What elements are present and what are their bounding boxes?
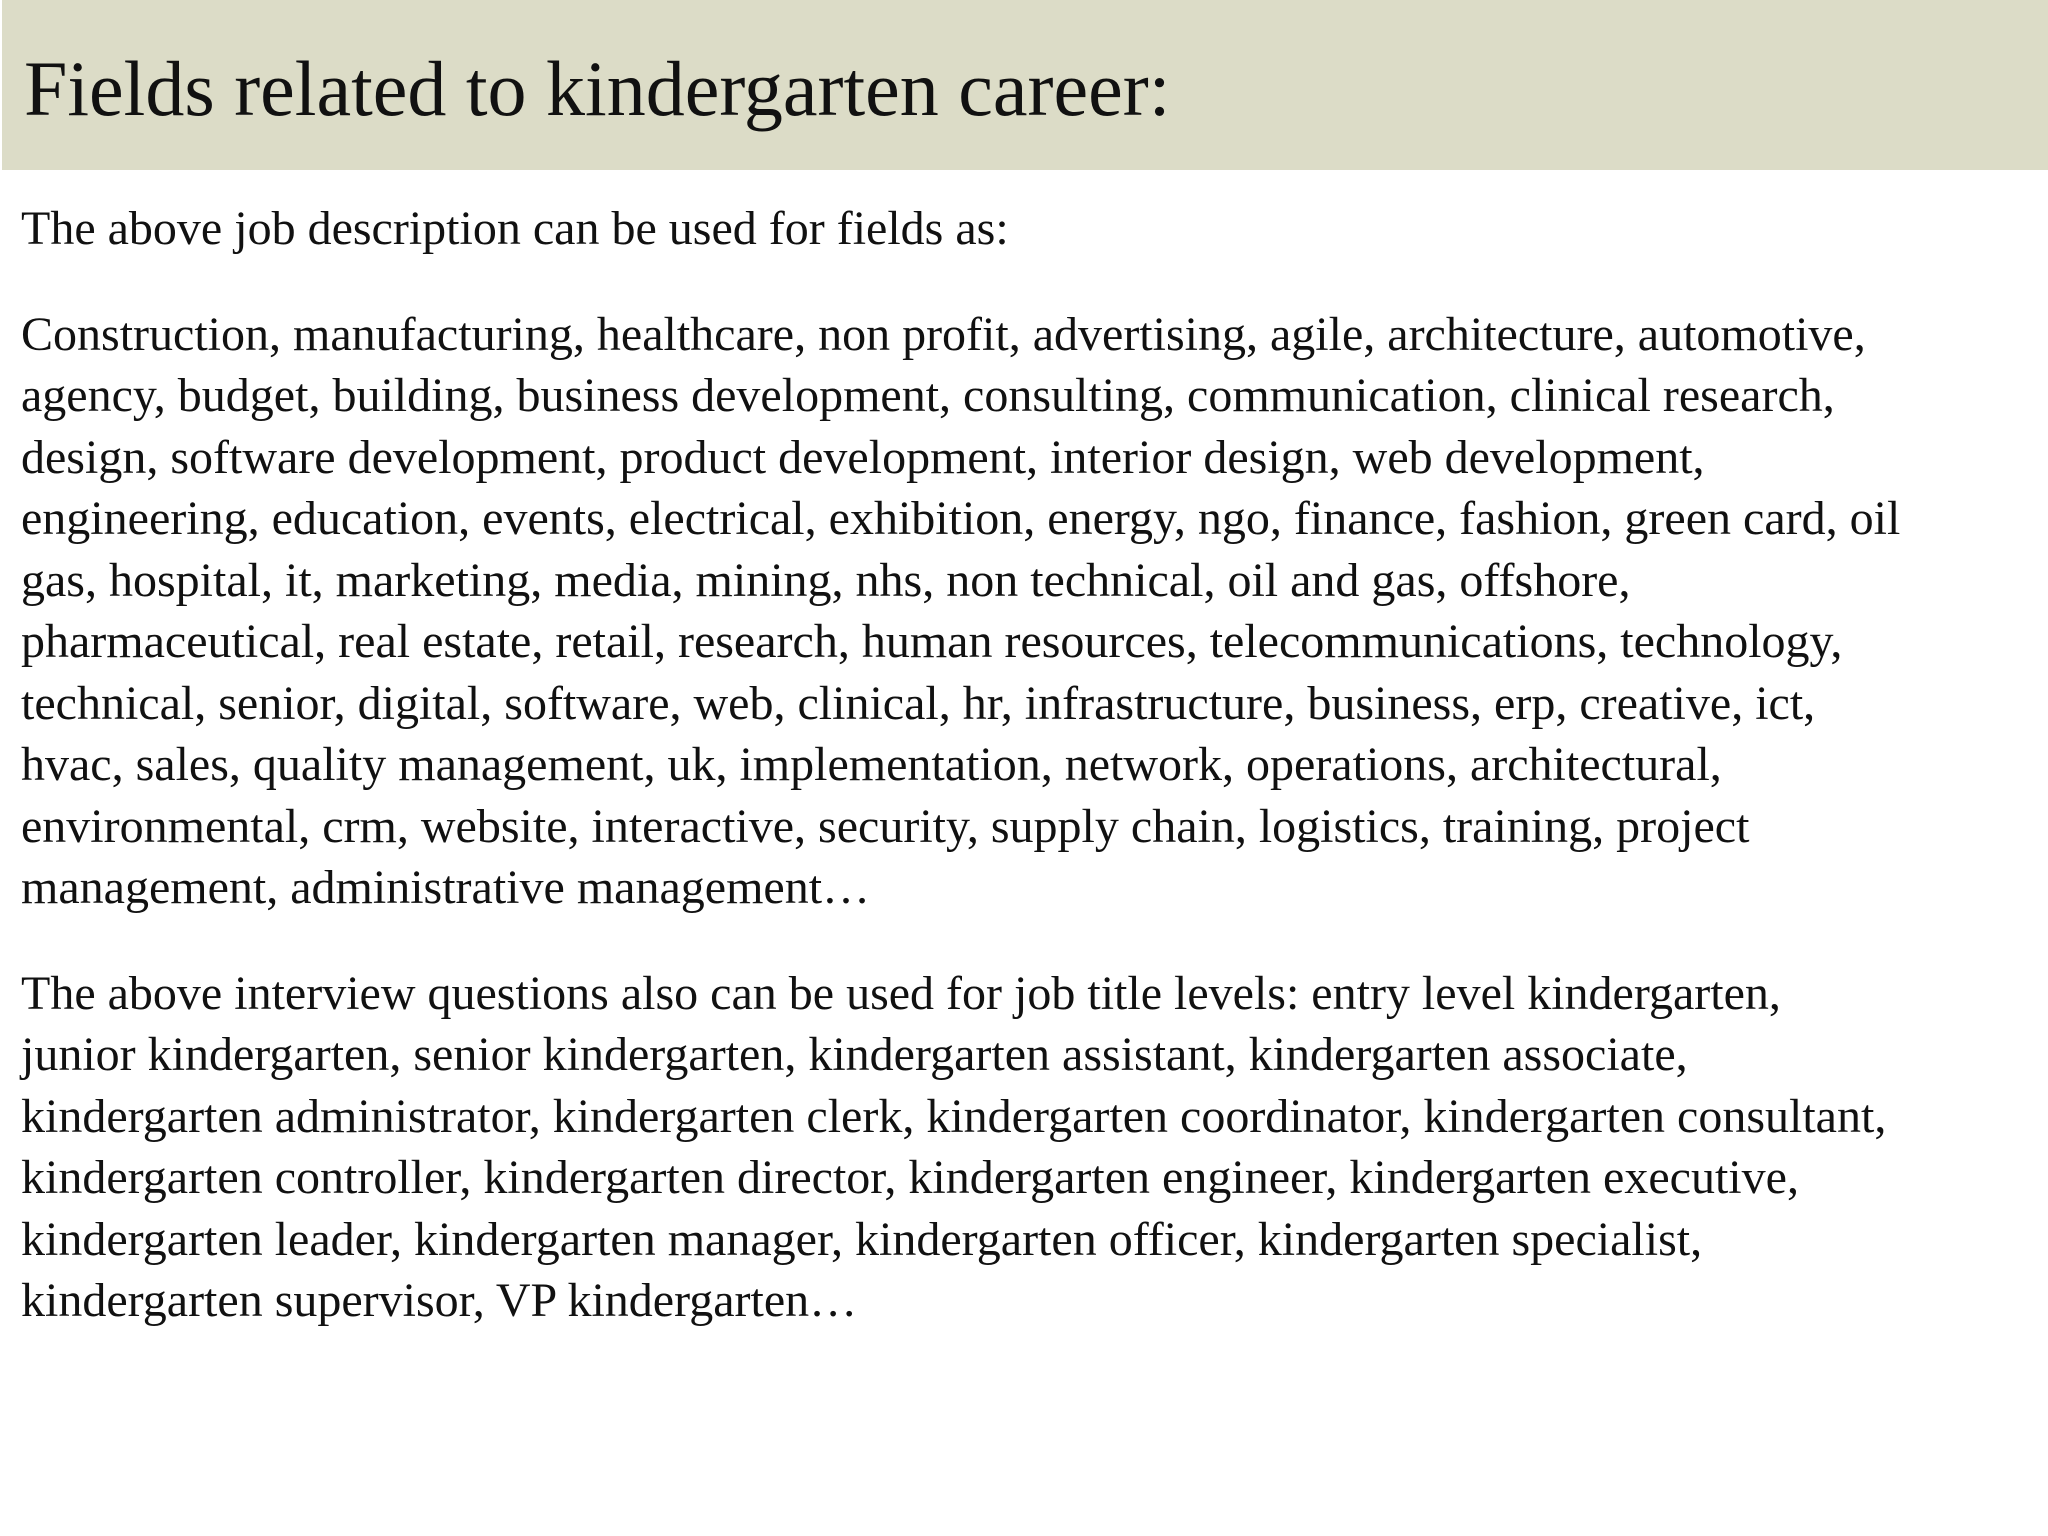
fields-line: design, software development, product development, interior design, web development, (21, 430, 1705, 484)
job-levels-paragraph (21, 963, 2031, 1332)
fields-line: management, administrative management… (21, 861, 871, 914)
fields-line: Construction, manufacturing, healthcare, non profit, advertising, agile, architecture, automotive, (21, 307, 1866, 361)
fields-line: hvac, sales, quality management, uk, implementation, network, operations, architectural, (21, 738, 1722, 791)
job-levels-line: kindergarten supervisor, VP kindergarten… (21, 1274, 858, 1327)
fields-line: pharmaceutical, real estate, retail, research, human resources, telecommunications, technology, (21, 615, 1843, 668)
slide-content (21, 198, 2031, 1332)
fields-line: agency, budget, building, business development, consulting, communication, clinical research, (21, 369, 1835, 422)
slide-title: Fields related to kindergarten career: (24, 45, 1171, 132)
job-levels-line: junior kindergarten, senior kindergarten, kindergarten assistant, kindergarten associate, (21, 1028, 1688, 1081)
job-levels-line: kindergarten administrator, kindergarten clerk, kindergarten coordinator, kindergarten consultant, (21, 1089, 1887, 1143)
intro-paragraph: The above job description can be used for fields as: (21, 202, 1009, 255)
job-levels-line: kindergarten leader, kindergarten manager, kindergarten officer, kindergarten specialist, (21, 1212, 1703, 1266)
fields-line: technical, senior, digital, software, web, clinical, hr, infrastructure, business, erp, creative, ict, (21, 676, 1816, 730)
fields-line: gas, hospital, it, marketing, media, mining, nhs, non technical, oil and gas, offshore, (21, 553, 1631, 607)
job-levels-line: kindergarten controller, kindergarten director, kindergarten engineer, kindergarten executive, (21, 1151, 1799, 1204)
fields-paragraph (21, 304, 2031, 919)
job-levels-line: The above interview questions also can be used for job title levels: entry level kindergarten, (21, 966, 1781, 1020)
fields-line: environmental, crm, website, interactive, security, supply chain, logistics, training, project (21, 799, 1750, 853)
fields-line: engineering, education, events, electrical, exhibition, energy, ngo, finance, fashion, green card, oil (21, 492, 1901, 545)
title-bar (2, 0, 2048, 170)
